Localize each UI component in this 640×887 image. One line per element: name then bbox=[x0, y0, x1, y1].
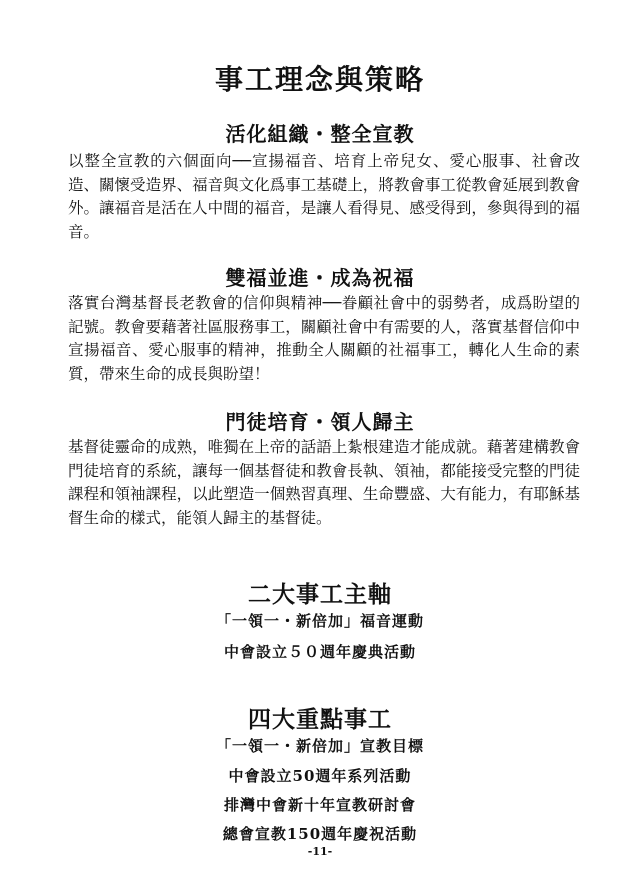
section-body-3: 基督徒靈命的成熟，唯獨在上帝的話語上紮根建造才能成就。藉著建構教會門徒培育的系統，讓每一個基督徒和教會長執、領袖，都能接受完整的門徒課程和領袖課程，以此塑造一個熟習真理、生命豐盛、大有能力，有耶穌基督生命的樣式，能領人歸主的基督徒。 bbox=[68, 438, 580, 527]
section-heading-1: 活化組織・整全宣教 bbox=[225, 122, 415, 146]
four-focus-item-1: 「一領一・新倍加」宣教目標 bbox=[215, 737, 424, 755]
section-heading-2: 雙福並進・成為祝福 bbox=[225, 266, 415, 290]
section-heading-3: 門徒培育・領人歸主 bbox=[225, 410, 415, 434]
section-body-1: 以整全宣教的六個面向──宣揚福音、培育上帝兒女、愛心服事、社會改造、關懷受造界、福音與文化爲事工基礎上，將教會事工從教會延展到教會外。讓福音是活在人中間的福音，是讓人看得見、感受得到，參與得到的福音。 bbox=[68, 152, 580, 241]
two-axes-heading: 二大事工主軸 bbox=[248, 581, 392, 608]
four-focus-item-4: 總會宣教150週年慶祝活動 bbox=[222, 825, 418, 843]
page-title: 事工理念與策略 bbox=[214, 63, 425, 96]
two-axes-item-2: 中會設立５０週年慶典活動 bbox=[223, 643, 416, 661]
section-body-2: 落實台灣基督長老教會的信仰與精神──眷顧社會中的弱勢者，成爲盼望的記號。教會要藉著社區服務事工，關顧社會中有需要的人，落實基督信仰中宣揚福音、愛心服事的精神，推動全人關顧的社福事工，轉化人生命的素質，帶來生命的成長與盼望！ bbox=[68, 294, 580, 383]
four-focus-heading: 四大重點事工 bbox=[248, 706, 392, 733]
four-focus-item-2: 中會設立50週年系列活動 bbox=[228, 767, 412, 785]
four-focus-item-3: 排灣中會新十年宣教研討會 bbox=[223, 796, 416, 814]
page-number: -11- bbox=[307, 845, 333, 858]
two-axes-item-1: 「一領一・新倍加」福音運動 bbox=[215, 612, 424, 630]
